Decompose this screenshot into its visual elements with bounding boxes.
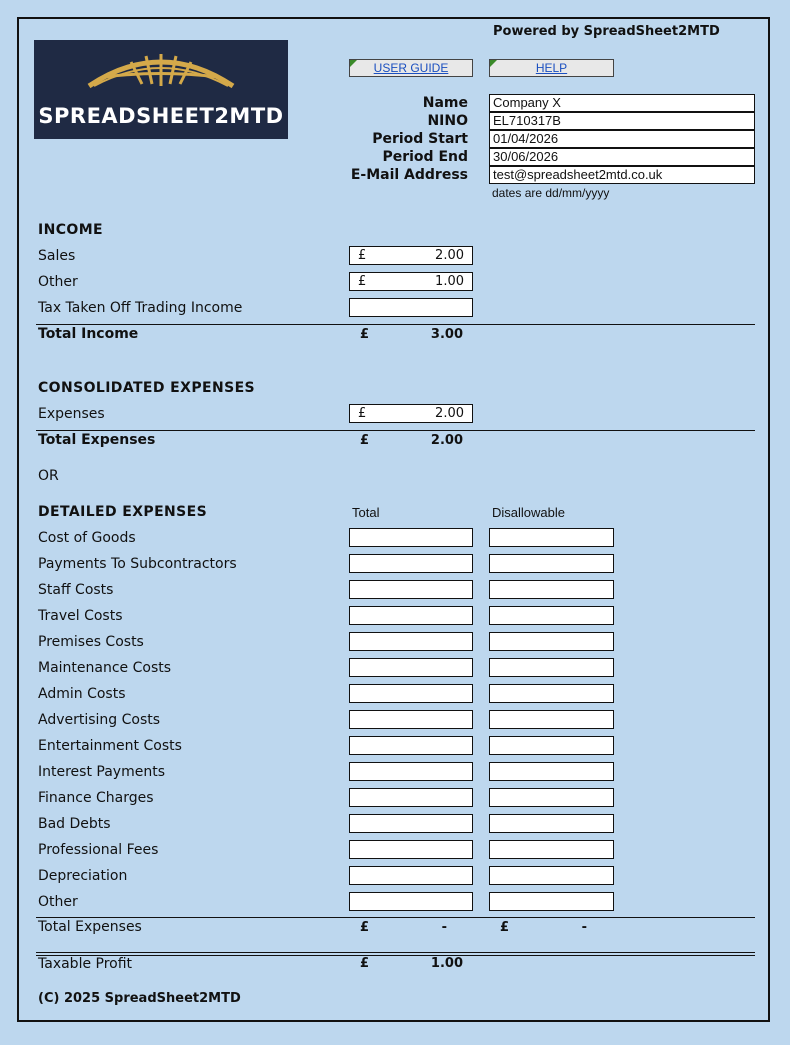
income-sales-label: Sales (38, 248, 76, 264)
consolidated-title: CONSOLIDATED EXPENSES (38, 380, 256, 396)
income-sales-input[interactable] (349, 246, 473, 265)
expense-disallowable-input-advertising-costs[interactable] (489, 710, 614, 729)
expense-total-input-entertainment-costs[interactable] (349, 736, 473, 755)
expense-total-input-cost-of-goods[interactable] (349, 528, 473, 547)
consolidated-expenses-input[interactable] (349, 404, 473, 423)
copyright: (C) 2025 SpreadSheet2MTD (38, 991, 241, 1006)
currency-symbol: £ (358, 274, 367, 289)
total-income-label: Total Income (38, 326, 139, 342)
total-detailed-label: Total Expenses (38, 919, 142, 935)
expense-disallowable-input-payments-to-subcontractors[interactable] (489, 554, 614, 573)
expense-label-other: Other (38, 894, 78, 910)
expense-total-input-depreciation[interactable] (349, 866, 473, 885)
powered-by: Powered by SpreadSheet2MTD (493, 24, 720, 39)
total-disallow-currency: £ (500, 920, 510, 935)
expense-total-input-finance-charges[interactable] (349, 788, 473, 807)
logo (34, 40, 288, 139)
expense-label-cost-of-goods: Cost of Goods (38, 530, 136, 546)
expense-disallowable-input-premises-costs[interactable] (489, 632, 614, 651)
period-end-label: Period End (382, 149, 468, 165)
total-income-currency: £ (360, 327, 370, 342)
period-start-field[interactable]: 01/04/2026 (489, 130, 755, 148)
expense-label-payments-to-subcontractors: Payments To Subcontractors (38, 556, 237, 572)
expense-total-input-professional-fees[interactable] (349, 840, 473, 859)
expense-total-input-maintenance-costs[interactable] (349, 658, 473, 677)
total-consolidated-label: Total Expenses (38, 432, 156, 448)
expense-label-travel-costs: Travel Costs (38, 608, 123, 624)
income-other-input[interactable] (349, 272, 473, 291)
total-detailed-currency: £ (360, 920, 370, 935)
income-other-label: Other (38, 274, 78, 290)
expense-disallowable-input-maintenance-costs[interactable] (489, 658, 614, 677)
expense-disallowable-input-staff-costs[interactable] (489, 580, 614, 599)
expense-disallowable-input-interest-payments[interactable] (489, 762, 614, 781)
expense-total-input-bad-debts[interactable] (349, 814, 473, 833)
email-label: E-Mail Address (350, 167, 468, 183)
help-button[interactable]: HELP (489, 59, 614, 77)
period-end-field[interactable]: 30/06/2026 (489, 148, 755, 166)
expense-disallowable-input-cost-of-goods[interactable] (489, 528, 614, 547)
col-disallowable-header: Disallowable (492, 505, 565, 520)
expense-total-input-other[interactable] (349, 892, 473, 911)
amount: 2.00 (435, 248, 464, 263)
col-total-header: Total (352, 505, 380, 520)
expense-disallowable-input-travel-costs[interactable] (489, 606, 614, 625)
expense-total-input-premises-costs[interactable] (349, 632, 473, 651)
divider (36, 917, 755, 918)
total-consolidated-currency: £ (360, 433, 370, 448)
expense-total-input-admin-costs[interactable] (349, 684, 473, 703)
divider (36, 324, 755, 325)
income-title: INCOME (38, 222, 103, 238)
divider (36, 955, 755, 956)
nino-field[interactable]: EL710317B (489, 112, 755, 130)
or-label: OR (38, 468, 59, 484)
total-consolidated-amount: 2.00 (430, 433, 463, 448)
taxable-profit-amount: 1.00 (430, 956, 463, 971)
divider (36, 430, 755, 431)
user-guide-button[interactable]: USER GUIDE (349, 59, 473, 77)
expense-disallowable-input-entertainment-costs[interactable] (489, 736, 614, 755)
expense-total-input-staff-costs[interactable] (349, 580, 473, 599)
taxable-profit-currency: £ (360, 956, 370, 971)
expense-total-input-travel-costs[interactable] (349, 606, 473, 625)
expense-disallowable-input-depreciation[interactable] (489, 866, 614, 885)
total-income-amount: 3.00 (430, 327, 463, 342)
bridge-icon (34, 44, 288, 104)
expense-label-professional-fees: Professional Fees (38, 842, 159, 858)
nino-label: NINO (427, 113, 468, 129)
expense-disallowable-input-other[interactable] (489, 892, 614, 911)
expense-label-depreciation: Depreciation (38, 868, 128, 884)
expense-total-input-interest-payments[interactable] (349, 762, 473, 781)
amount: 2.00 (435, 406, 464, 421)
expense-total-input-payments-to-subcontractors[interactable] (349, 554, 473, 573)
expense-label-maintenance-costs: Maintenance Costs (38, 660, 172, 676)
expense-label-entertainment-costs: Entertainment Costs (38, 738, 182, 754)
detailed-title: DETAILED EXPENSES (38, 504, 208, 520)
total-detailed-amount: - (441, 920, 447, 935)
name-field[interactable]: Company X (489, 94, 755, 112)
expense-disallowable-input-finance-charges[interactable] (489, 788, 614, 807)
amount: 1.00 (435, 274, 464, 289)
expense-label-bad-debts: Bad Debts (38, 816, 111, 832)
logo-text: SPREADSHEET2MTD (38, 104, 284, 128)
currency-symbol: £ (358, 406, 367, 421)
expense-disallowable-input-admin-costs[interactable] (489, 684, 614, 703)
total-disallow-amount: - (581, 920, 587, 935)
expense-disallowable-input-bad-debts[interactable] (489, 814, 614, 833)
expense-label-staff-costs: Staff Costs (38, 582, 114, 598)
expense-label-admin-costs: Admin Costs (38, 686, 126, 702)
currency-symbol: £ (358, 248, 367, 263)
date-format-note: dates are dd/mm/yyyy (492, 186, 610, 200)
consolidated-expenses-label: Expenses (38, 406, 105, 422)
expense-label-advertising-costs: Advertising Costs (38, 712, 161, 728)
income-tax-input[interactable] (349, 298, 473, 317)
divider (36, 952, 755, 953)
expense-disallowable-input-professional-fees[interactable] (489, 840, 614, 859)
taxable-profit-label: Taxable Profit (38, 956, 133, 972)
period-start-label: Period Start (372, 131, 468, 147)
email-field[interactable]: test@spreadsheet2mtd.co.uk (489, 166, 755, 184)
expense-total-input-advertising-costs[interactable] (349, 710, 473, 729)
income-tax-label: Tax Taken Off Trading Income (38, 300, 243, 316)
expense-label-interest-payments: Interest Payments (38, 764, 165, 780)
expense-label-finance-charges: Finance Charges (38, 790, 154, 806)
name-label: Name (422, 95, 468, 111)
expense-label-premises-costs: Premises Costs (38, 634, 144, 650)
